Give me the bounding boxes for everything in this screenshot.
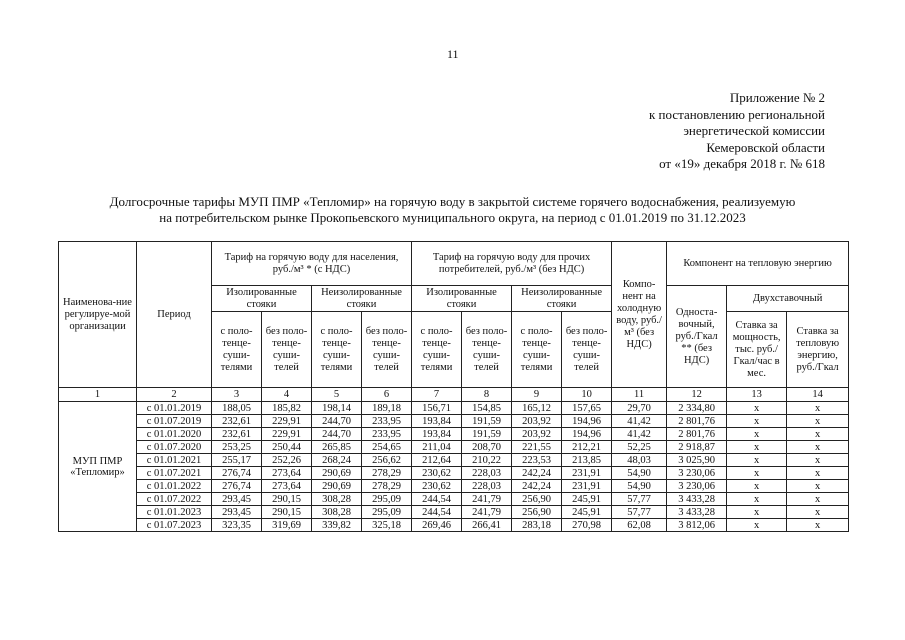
value-cell: 156,71 bbox=[412, 402, 462, 415]
value-cell: 3 025,90 bbox=[667, 454, 727, 467]
column-number-row bbox=[59, 388, 849, 402]
title-line-1: Долгосрочные тарифы МУП ПМР «Тепломир» на горячую воду в закрытой системе горячего водоснабжения, реализуемую bbox=[109, 194, 796, 209]
value-cell: 165,12 bbox=[512, 402, 562, 415]
value-cell: 242,24 bbox=[512, 480, 562, 493]
period-cell: с 01.01.2019 bbox=[137, 402, 212, 415]
value-cell: 230,62 bbox=[412, 480, 462, 493]
value-cell: 278,29 bbox=[362, 467, 412, 480]
value-cell: 273,64 bbox=[262, 467, 312, 480]
header-organization: Наименова-ние регулируе-мой организации bbox=[59, 242, 137, 388]
value-cell: 278,29 bbox=[362, 480, 412, 493]
header-col3: с поло-тенце-суши-телями bbox=[212, 312, 262, 388]
column-number: 13 bbox=[727, 388, 787, 402]
column-number: 11 bbox=[612, 388, 667, 402]
value-cell: 256,90 bbox=[512, 493, 562, 506]
column-number: 2 bbox=[137, 388, 212, 402]
page-number: 11 bbox=[447, 47, 459, 61]
value-cell: 211,04 bbox=[412, 441, 462, 454]
value-cell: 255,17 bbox=[212, 454, 262, 467]
value-cell: 244,70 bbox=[312, 428, 362, 441]
value-cell: 230,62 bbox=[412, 467, 462, 480]
value-cell: 228,03 bbox=[462, 480, 512, 493]
value-cell: 3 230,06 bbox=[667, 480, 727, 493]
value-cell: 256,62 bbox=[362, 454, 412, 467]
value-cell: x bbox=[787, 506, 849, 519]
value-cell: 208,70 bbox=[462, 441, 512, 454]
table-row bbox=[59, 519, 849, 532]
value-cell: 223,53 bbox=[512, 454, 562, 467]
value-cell: 3 230,06 bbox=[667, 467, 727, 480]
appendix-line-2: к постановлению региональной bbox=[648, 106, 825, 122]
appendix-line-3: энергетической комиссии bbox=[683, 123, 825, 138]
value-cell: 194,96 bbox=[562, 415, 612, 428]
document-title bbox=[40, 194, 865, 226]
value-cell: x bbox=[787, 454, 849, 467]
value-cell: 268,24 bbox=[312, 454, 362, 467]
value-cell: x bbox=[787, 415, 849, 428]
value-cell: 212,64 bbox=[412, 454, 462, 467]
value-cell: 265,85 bbox=[312, 441, 362, 454]
column-number: 8 bbox=[462, 388, 512, 402]
value-cell: 54,90 bbox=[612, 480, 667, 493]
value-cell: 41,42 bbox=[612, 428, 667, 441]
value-cell: x bbox=[727, 480, 787, 493]
value-cell: 203,92 bbox=[512, 415, 562, 428]
value-cell: 210,22 bbox=[462, 454, 512, 467]
table-row bbox=[59, 402, 849, 415]
header-insulated-pop: Изолированные стояки bbox=[212, 286, 312, 312]
header-col6: без поло-тенце-суши-телей bbox=[362, 312, 412, 388]
value-cell: x bbox=[787, 493, 849, 506]
value-cell: 2 918,87 bbox=[667, 441, 727, 454]
value-cell: 2 801,76 bbox=[667, 415, 727, 428]
value-cell: 232,61 bbox=[212, 415, 262, 428]
value-cell: x bbox=[787, 402, 849, 415]
value-cell: 231,91 bbox=[562, 480, 612, 493]
value-cell: 57,77 bbox=[612, 506, 667, 519]
appendix-block bbox=[595, 90, 825, 173]
column-number: 14 bbox=[787, 388, 849, 402]
value-cell: 229,91 bbox=[262, 415, 312, 428]
period-cell: с 01.01.2020 bbox=[137, 428, 212, 441]
header-col8: без поло-тенце-суши-телей bbox=[462, 312, 512, 388]
value-cell: x bbox=[787, 480, 849, 493]
header-period: Период bbox=[137, 242, 212, 388]
value-cell: 62,08 bbox=[612, 519, 667, 532]
value-cell: 233,95 bbox=[362, 415, 412, 428]
column-number: 7 bbox=[412, 388, 462, 402]
title-line-2: на потребительском рынке Прокопьевского муниципального округа, на период с 01.01.2019 по 31.12.2023 bbox=[159, 210, 746, 225]
organization-name: МУП ПМР «Тепломир» bbox=[59, 402, 137, 532]
header-cold-water: Компо-нент на холодную воду, руб./м³ (без НДС) bbox=[612, 242, 667, 388]
value-cell: 293,45 bbox=[212, 493, 262, 506]
period-cell: с 01.01.2021 bbox=[137, 454, 212, 467]
value-cell: 212,21 bbox=[562, 441, 612, 454]
value-cell: 244,54 bbox=[412, 506, 462, 519]
value-cell: 245,91 bbox=[562, 506, 612, 519]
value-cell: 232,61 bbox=[212, 428, 262, 441]
value-cell: 198,14 bbox=[312, 402, 362, 415]
value-cell: 325,18 bbox=[362, 519, 412, 532]
value-cell: 29,70 bbox=[612, 402, 667, 415]
value-cell: 276,74 bbox=[212, 480, 262, 493]
value-cell: 228,03 bbox=[462, 467, 512, 480]
value-cell: 41,42 bbox=[612, 415, 667, 428]
value-cell: 270,98 bbox=[562, 519, 612, 532]
value-cell: 293,45 bbox=[212, 506, 262, 519]
value-cell: 231,91 bbox=[562, 467, 612, 480]
value-cell: 241,79 bbox=[462, 493, 512, 506]
value-cell: 2 334,80 bbox=[667, 402, 727, 415]
value-cell: x bbox=[727, 519, 787, 532]
header-other-tariff: Тариф на горячую воду для прочих потребителей, руб./м³ (без НДС) bbox=[412, 242, 612, 286]
column-number: 12 bbox=[667, 388, 727, 402]
value-cell: x bbox=[727, 441, 787, 454]
value-cell: 290,69 bbox=[312, 480, 362, 493]
value-cell: 203,92 bbox=[512, 428, 562, 441]
value-cell: 269,46 bbox=[412, 519, 462, 532]
value-cell: 273,64 bbox=[262, 480, 312, 493]
value-cell: 339,82 bbox=[312, 519, 362, 532]
value-cell: 295,09 bbox=[362, 493, 412, 506]
value-cell: x bbox=[727, 467, 787, 480]
value-cell: 245,91 bbox=[562, 493, 612, 506]
column-number: 3 bbox=[212, 388, 262, 402]
header-non-insulated-pop: Неизолированные стояки bbox=[312, 286, 412, 312]
value-cell: 194,96 bbox=[562, 428, 612, 441]
value-cell: 191,59 bbox=[462, 428, 512, 441]
table-row bbox=[59, 441, 849, 454]
value-cell: 233,95 bbox=[362, 428, 412, 441]
period-cell: с 01.01.2023 bbox=[137, 506, 212, 519]
value-cell: 276,74 bbox=[212, 467, 262, 480]
value-cell: 253,25 bbox=[212, 441, 262, 454]
value-cell: 213,85 bbox=[562, 454, 612, 467]
header-non-insulated-other: Неизолированные стояки bbox=[512, 286, 612, 312]
value-cell: 3 433,28 bbox=[667, 506, 727, 519]
header-heat-component: Компонент на тепловую энергию bbox=[667, 242, 849, 286]
value-cell: 193,84 bbox=[412, 428, 462, 441]
value-cell: x bbox=[787, 519, 849, 532]
value-cell: 319,69 bbox=[262, 519, 312, 532]
value-cell: 52,25 bbox=[612, 441, 667, 454]
value-cell: 283,18 bbox=[512, 519, 562, 532]
value-cell: 3 812,06 bbox=[667, 519, 727, 532]
period-cell: с 01.07.2023 bbox=[137, 519, 212, 532]
column-number: 10 bbox=[562, 388, 612, 402]
column-number: 9 bbox=[512, 388, 562, 402]
header-single-rate: Односта-вочный, руб./Гкал ** (без НДС) bbox=[667, 286, 727, 388]
header-capacity-rate: Ставка за мощность, тыс. руб./Гкал/час в мес. bbox=[727, 312, 787, 388]
header-col4: без поло-тенце-суши-телей bbox=[262, 312, 312, 388]
header-population-tariff: Тариф на горячую воду для населения, руб./м³ * (с НДС) bbox=[212, 242, 412, 286]
value-cell: 154,85 bbox=[462, 402, 512, 415]
value-cell: 3 433,28 bbox=[667, 493, 727, 506]
column-number: 4 bbox=[262, 388, 312, 402]
value-cell: 266,41 bbox=[462, 519, 512, 532]
period-cell: с 01.07.2021 bbox=[137, 467, 212, 480]
table-row bbox=[59, 454, 849, 467]
tariff-table bbox=[58, 241, 849, 532]
period-cell: с 01.01.2022 bbox=[137, 480, 212, 493]
header-energy-rate: Ставка за тепловую энергию, руб./Гкал bbox=[787, 312, 849, 388]
value-cell: 189,18 bbox=[362, 402, 412, 415]
value-cell: 48,03 bbox=[612, 454, 667, 467]
value-cell: 185,82 bbox=[262, 402, 312, 415]
value-cell: x bbox=[727, 415, 787, 428]
table-row bbox=[59, 428, 849, 441]
value-cell: 256,90 bbox=[512, 506, 562, 519]
value-cell: 290,69 bbox=[312, 467, 362, 480]
column-number: 5 bbox=[312, 388, 362, 402]
value-cell: 290,15 bbox=[262, 506, 312, 519]
value-cell: 244,70 bbox=[312, 415, 362, 428]
value-cell: 191,59 bbox=[462, 415, 512, 428]
table-row bbox=[59, 493, 849, 506]
table-row bbox=[59, 467, 849, 480]
value-cell: 57,77 bbox=[612, 493, 667, 506]
table-row bbox=[59, 415, 849, 428]
header-col5: с поло-тенце-суши-телями bbox=[312, 312, 362, 388]
value-cell: 254,65 bbox=[362, 441, 412, 454]
value-cell: 242,24 bbox=[512, 467, 562, 480]
header-col7: с поло-тенце-суши-телями bbox=[412, 312, 462, 388]
value-cell: 54,90 bbox=[612, 467, 667, 480]
period-cell: с 01.07.2019 bbox=[137, 415, 212, 428]
value-cell: 252,26 bbox=[262, 454, 312, 467]
value-cell: 241,79 bbox=[462, 506, 512, 519]
header-insulated-other: Изолированные стояки bbox=[412, 286, 512, 312]
period-cell: с 01.07.2022 bbox=[137, 493, 212, 506]
value-cell: x bbox=[727, 454, 787, 467]
value-cell: 308,28 bbox=[312, 506, 362, 519]
value-cell: 157,65 bbox=[562, 402, 612, 415]
header-col9: с поло-тенце-суши-телями bbox=[512, 312, 562, 388]
appendix-line-1: Приложение № 2 bbox=[729, 90, 825, 105]
value-cell: 308,28 bbox=[312, 493, 362, 506]
value-cell: 244,54 bbox=[412, 493, 462, 506]
column-number: 1 bbox=[59, 388, 137, 402]
value-cell: 250,44 bbox=[262, 441, 312, 454]
header-two-rate: Двухставочный bbox=[727, 286, 849, 312]
value-cell: 221,55 bbox=[512, 441, 562, 454]
table-row bbox=[59, 506, 849, 519]
value-cell: 295,09 bbox=[362, 506, 412, 519]
value-cell: 188,05 bbox=[212, 402, 262, 415]
column-number: 6 bbox=[362, 388, 412, 402]
appendix-line-5: от «19» декабря 2018 г. № 618 bbox=[659, 156, 825, 171]
value-cell: 229,91 bbox=[262, 428, 312, 441]
value-cell: 193,84 bbox=[412, 415, 462, 428]
value-cell: x bbox=[787, 428, 849, 441]
value-cell: x bbox=[727, 428, 787, 441]
value-cell: x bbox=[727, 493, 787, 506]
header-col10: без поло-тенце-суши-телей bbox=[562, 312, 612, 388]
appendix-line-4: Кемеровской области bbox=[706, 139, 825, 155]
period-cell: с 01.07.2020 bbox=[137, 441, 212, 454]
value-cell: x bbox=[787, 441, 849, 454]
value-cell: x bbox=[727, 402, 787, 415]
value-cell: x bbox=[787, 467, 849, 480]
table-row bbox=[59, 480, 849, 493]
value-cell: 290,15 bbox=[262, 493, 312, 506]
value-cell: 323,35 bbox=[212, 519, 262, 532]
value-cell: x bbox=[727, 506, 787, 519]
value-cell: 2 801,76 bbox=[667, 428, 727, 441]
